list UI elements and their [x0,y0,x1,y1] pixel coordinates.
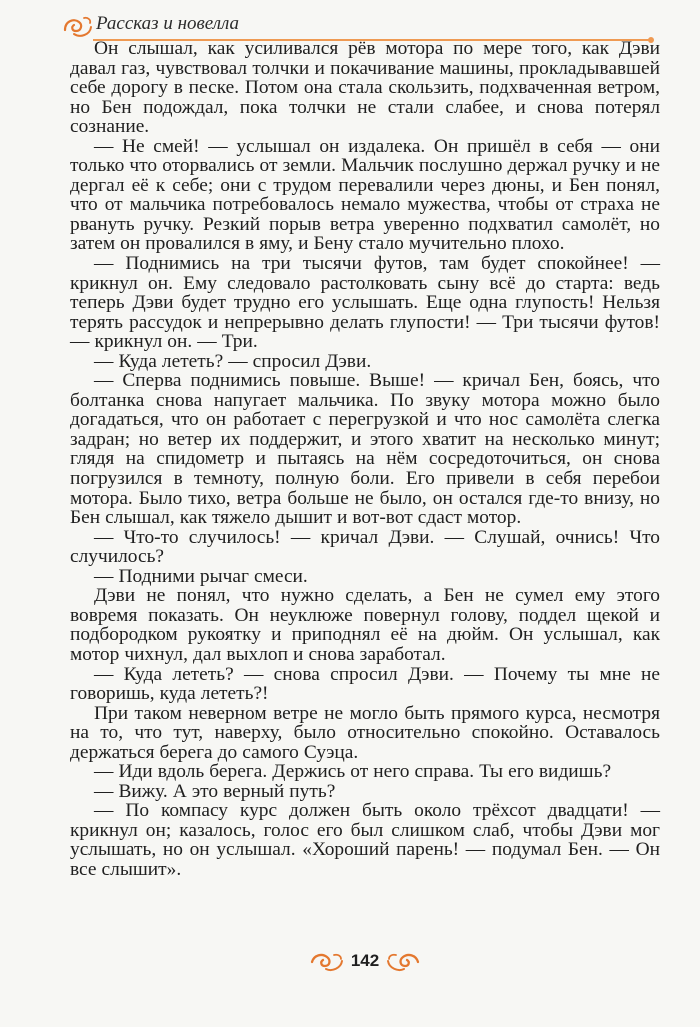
paragraph: — Иди вдоль берега. Держись от него справа. Ты его видишь? [94,761,612,783]
section-title: Рассказ и новелла [96,13,240,34]
page-header [62,12,652,40]
paragraph: — Не смей! — услышал он издалека. Он пришёл в себя — они только что оторвались от земли. Мальчик послушно держал ручку и не дергал её к себе; они с трудом перевалили через дюны, и Бен понял, что от мальчика потребовалось немало мужества, чтобы от страха не рвануть ручку. Резкий порыв ветра уверенно подхватил самолёт, но затем он провалился в яму, и Бену стало мучительно плохо. [70,135,660,255]
paragraph: — Подними рычаг смеси. [94,565,308,587]
paragraph: Дэви не понял, что нужно сделать, а Бен не сумел ему этого вовремя показать. Он неуклюже повернул голову, поддел щекой и подбородком рукоятку и приподнял её на дюйм. Он услышал, как мотор чихнул, дал выхлоп и снова заработал. [70,585,660,665]
header-ornament-icon [62,12,94,40]
footer-ornament-left-icon [310,950,344,974]
page-number: 142 [350,951,380,970]
page-footer [310,946,420,980]
paragraph: — Вижу. А это верный путь? [94,780,336,802]
paragraph: — По компасу курс должен быть около трёхсот двадцати! — крикнул он; казалось, голос его был слишком слаб, чтобы Дэви мог услышать, но он услышал. «Хороший парень! — подумал Бен. — Он все слышит». [70,800,660,880]
footer-ornament-right-icon [386,950,420,974]
paragraph: — Поднимись на три тысячи футов, там будет спокойнее! — крикнул он. Ему следовало растолковать сыну всё до старта: ведь теперь Дэви будет трудно его услышать. Еще одна глупость! Нельзя терять рассудок и непрерывно делать глупости! — Три тысячи футов! — крикнул он. — Три. [70,253,660,353]
paragraph: При таком неверном ветре не могло быть прямого курса, несмотря на то, что тут, наверху, было относительно спокойно. Оставалось держаться берега до самого Суэца. [70,702,660,763]
story-text [70,39,660,880]
paragraph: — Куда лететь? — спросил Дэви. [94,350,372,372]
paragraph: — Сперва поднимись повыше. Выше! — кричал Бен, боясь, что болтанка снова напугает мальчика. По звуку мотора можно было догадаться, что он работает с перегрузкой и что нос самолёта слегка задран; но ветер их поддержит, и этого хватит на несколько минут; глядя на спидометр и пытаясь на нём сосредоточиться, он снова погрузился в темноту, полную боли. Его привели в себя перебои мотора. Было тихо, ветра больше не было, он остался где-то внизу, но Бен слышал, как тяжело дышит и вот-вот сдаст мотор. [70,370,660,529]
paragraph: — Куда лететь? — снова спросил Дэви. — Почему ты мне не говоришь, куда лететь?! [70,663,660,705]
paragraph: Он слышал, как усиливался рёв мотора по мере того, как Дэви давал газ, чувствовал толчки и покачивание машины, прокладывавшей себе дорогу в песке. Потом она стала скользить, подхваченная ветром, но Бен подождал, пока толчки не стали слабее, и снова потерял сознание. [70,38,660,138]
paragraph: — Что-то случилось! — кричал Дэви. — Слушай, очнись! Что случилось? [70,526,660,568]
